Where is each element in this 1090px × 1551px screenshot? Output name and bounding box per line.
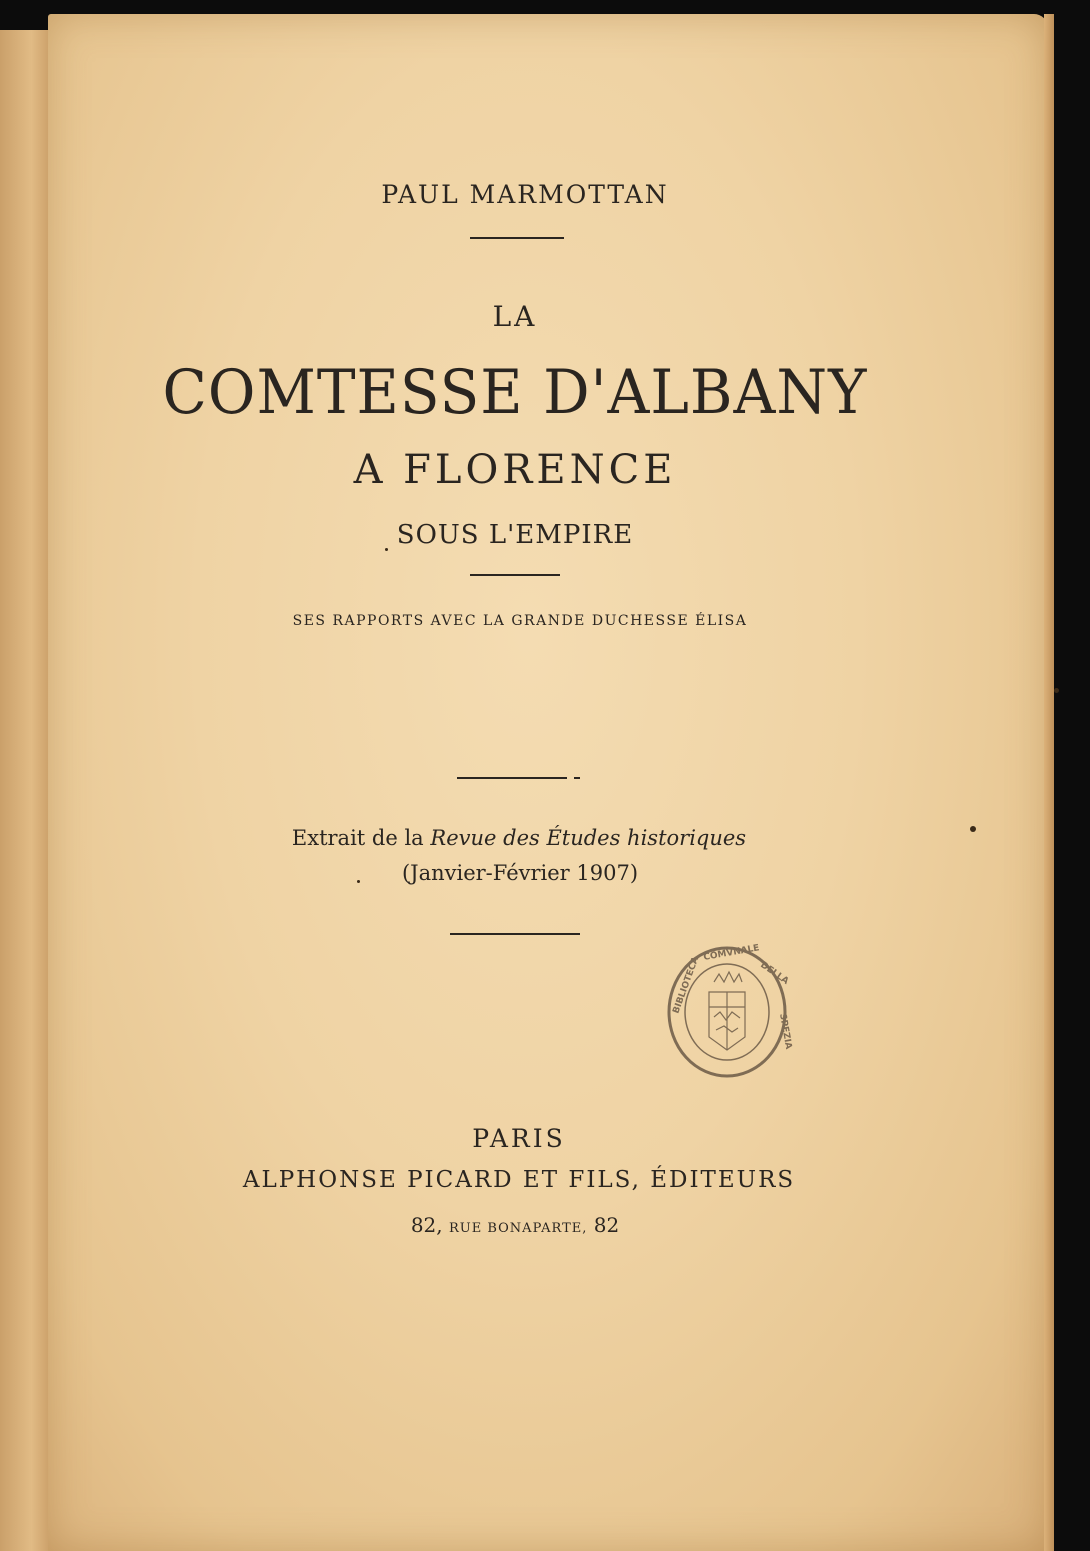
author-name: PAUL MARMOTTAN (381, 180, 669, 209)
address-street: RUE BONAPARTE, (448, 1221, 588, 1236)
address-number: 82 (593, 1213, 620, 1237)
divider-rule (470, 237, 564, 239)
publication-place: PARIS (472, 1124, 566, 1153)
extract-dates: (Janvier-Février 1907) (401, 861, 639, 885)
paper-speck (385, 548, 388, 551)
svg-text:COMVNALE: COMVNALE (702, 943, 761, 963)
title-page (48, 14, 1048, 1551)
paper-speck (357, 880, 360, 883)
page-edge-right (1044, 14, 1054, 1551)
paper-speck (1054, 688, 1059, 693)
subtitle-secondary: SOUS L'EMPIRE (396, 520, 634, 550)
svg-text:BIBLIOTECA: BIBLIOTECA (671, 955, 702, 1016)
subtitle: A FLORENCE (353, 447, 677, 493)
publisher-address (0, 1213, 1060, 1237)
paper-speck (970, 826, 976, 832)
svg-text:SPEZIA: SPEZIA (777, 1012, 794, 1051)
publisher-name: ALPHONSE PICARD ET FILS, ÉDITEURS (242, 1167, 796, 1193)
extract-prefix: Extrait de la (291, 826, 424, 850)
extract-line (0, 826, 1064, 850)
library-stamp (664, 942, 794, 1082)
address-number: 82, (410, 1213, 443, 1237)
extract-journal: Revue des Études historiques (430, 826, 747, 850)
title-article: LA (492, 300, 538, 333)
main-title: COMTESSE D'ALBANY (162, 356, 868, 428)
relations-line: SES RAPPORTS AVEC LA GRANDE DUCHESSE ÉLISA (292, 613, 748, 629)
divider-rule-tick (574, 777, 580, 779)
divider-rule (450, 933, 580, 935)
svg-text:DELLA: DELLA (758, 960, 791, 987)
divider-rule (470, 574, 560, 576)
divider-rule (457, 777, 567, 779)
previous-page-edge (0, 30, 54, 1551)
